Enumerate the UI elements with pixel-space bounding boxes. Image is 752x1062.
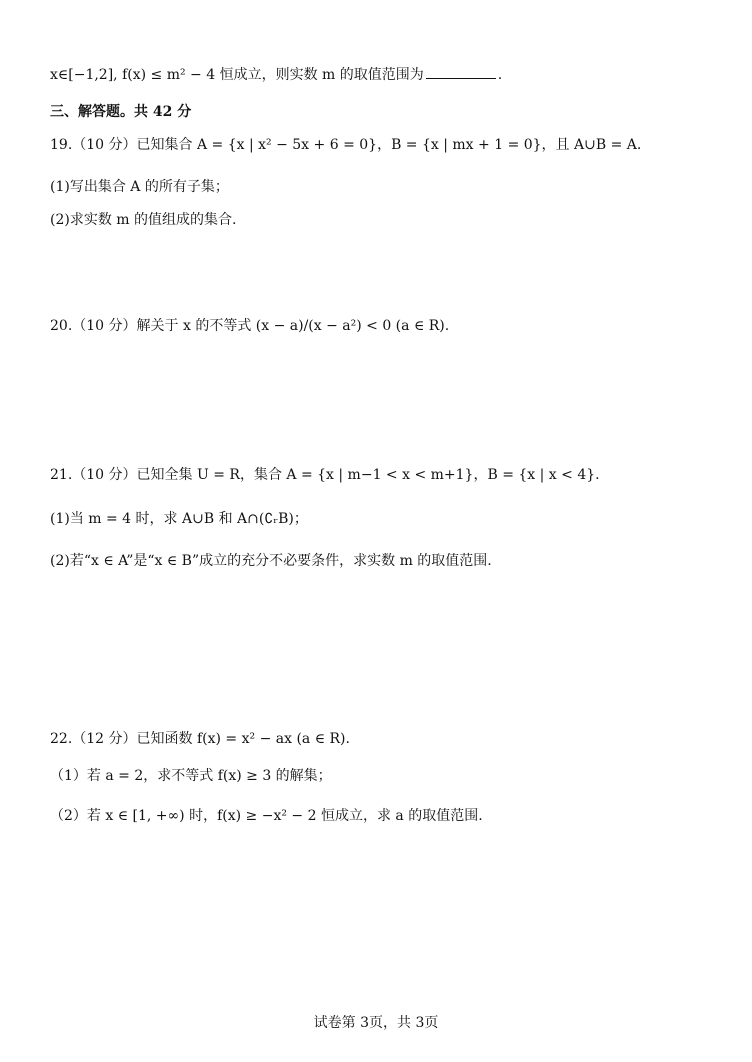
continuation-text: x∈[−1,2], f(x) ≤ m² − 4 恒成立，则实数 m 的取值范围为 [50, 67, 424, 83]
q19-stem: 19.（10 分）已知集合 A = {x | x² − 5x + 6 = 0}，B = {x | mx + 1 = 0}，且 A∪B = A. [50, 137, 642, 153]
page-footer: 试卷第 3页，共 3页 [313, 1015, 439, 1031]
q21-part1: (1)当 m = 4 时，求 A∪B 和 A∩(∁ᵣB)； [50, 511, 308, 527]
q19-part2: (2)求实数 m 的值组成的集合. [50, 212, 237, 228]
continuation-line [50, 64, 502, 86]
q20-stem: 20.（10 分）解关于 x 的不等式 (x − a)/(x − a²) < 0 (a ∈ R). [50, 318, 450, 334]
q21-part2: (2)若“x ∈ A”是“x ∈ B”成立的充分不必要条件，求实数 m 的取值范围. [50, 553, 492, 569]
section-heading: 三、解答题。共 42 分 [50, 104, 192, 120]
q22-part2: （2）若 x ∈ [1, +∞) 时，f(x) ≥ −x² − 2 恒成立，求 a 的取值范围. [50, 808, 483, 824]
answer-blank [426, 64, 496, 79]
continuation-end: . [497, 67, 503, 83]
q21-stem: 21.（10 分）已知全集 U = R，集合 A = {x | m−1 < x < m+1}，B = {x | x < 4}. [50, 467, 600, 483]
q22-stem: 22.（12 分）已知函数 f(x) = x² − ax (a ∈ R). [50, 731, 350, 747]
q19-part1: (1)写出集合 A 的所有子集； [50, 179, 229, 195]
q22-part1: （1）若 a = 2，求不等式 f(x) ≥ 3 的解集； [50, 768, 332, 784]
